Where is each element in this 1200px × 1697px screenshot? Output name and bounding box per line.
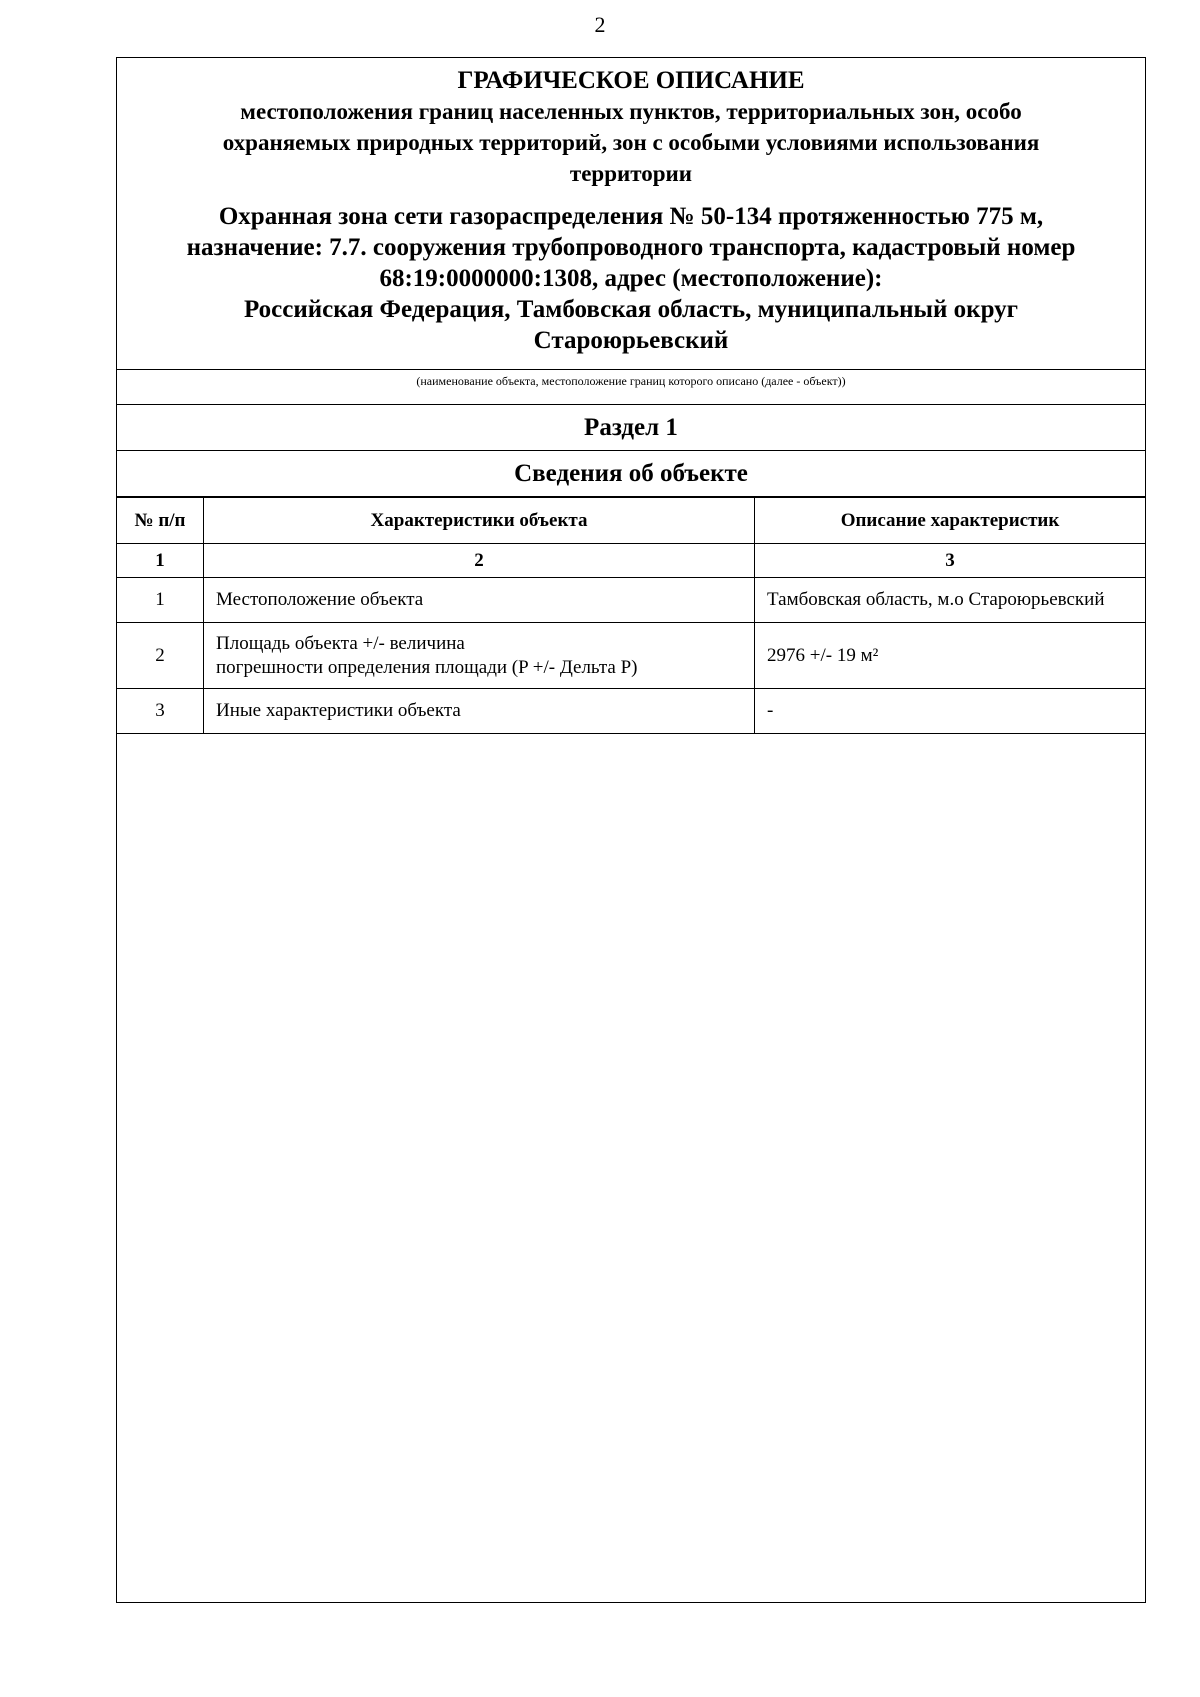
column-number-row (117, 544, 1145, 578)
characteristic-line: Площадь объекта +/- величина (216, 632, 465, 654)
object-line: назначение: 7.7. сооружения трубопроводного транспорта, кадастровый номер (186, 234, 1076, 261)
row-number: 3 (117, 689, 204, 734)
section-subtitle: Сведения об объекте (117, 451, 1145, 497)
subtitle-line: охраняемых природных территорий, зон с особыми условиями использования (222, 130, 1040, 155)
characteristic-line: Иные характеристики объекта (216, 700, 461, 721)
object-line: Российская Федерация, Тамбовская область, муниципальный округ (243, 296, 1019, 323)
row-description: - (755, 689, 1146, 734)
document-frame (116, 57, 1146, 1603)
row-number: 1 (117, 578, 204, 623)
characteristic-line: погрешности определения площади (P +/- Дельта P) (216, 656, 638, 678)
column-number: 3 (755, 544, 1146, 578)
row-number: 2 (117, 623, 204, 689)
table-row (117, 623, 1145, 689)
table-row (117, 689, 1145, 734)
object-name (137, 201, 1125, 356)
table-row (117, 578, 1145, 623)
object-line: Охранная зона сети газораспределения № 50-134 протяженностью 775 м, (218, 203, 1044, 230)
object-line: 68:19:0000000:1308, адрес (местоположение): (379, 265, 883, 292)
header-number: № п/п (117, 498, 204, 544)
row-characteristic (204, 623, 755, 689)
characteristic-line: Местоположение объекта (216, 589, 424, 610)
row-description: 2976 +/- 19 м² (755, 623, 1146, 689)
row-characteristic (204, 578, 755, 623)
row-description: Тамбовская область, м.о Староюрьевский (755, 578, 1146, 623)
section-title: Раздел 1 (117, 405, 1145, 451)
document-header (117, 58, 1145, 370)
subtitle-line: территории (569, 161, 693, 186)
subtitle-line: местоположения границ населенных пунктов, территориальных зон, особо (240, 99, 1022, 124)
row-characteristic (204, 689, 755, 734)
column-number: 2 (204, 544, 755, 578)
header-characteristics: Характеристики объекта (204, 498, 755, 544)
document-title: ГРАФИЧЕСКОЕ ОПИСАНИЕ (457, 67, 805, 94)
table-header-row (117, 498, 1145, 544)
header-description: Описание характеристик (755, 498, 1146, 544)
document-subtitle (137, 96, 1125, 189)
column-number: 1 (117, 544, 204, 578)
object-info-table (117, 497, 1145, 734)
object-line: Староюрьевский (533, 327, 729, 354)
object-caption: (наименование объекта, местоположение границ которого описано (далее - объект)) (117, 370, 1145, 405)
page-number: 2 (594, 12, 606, 37)
